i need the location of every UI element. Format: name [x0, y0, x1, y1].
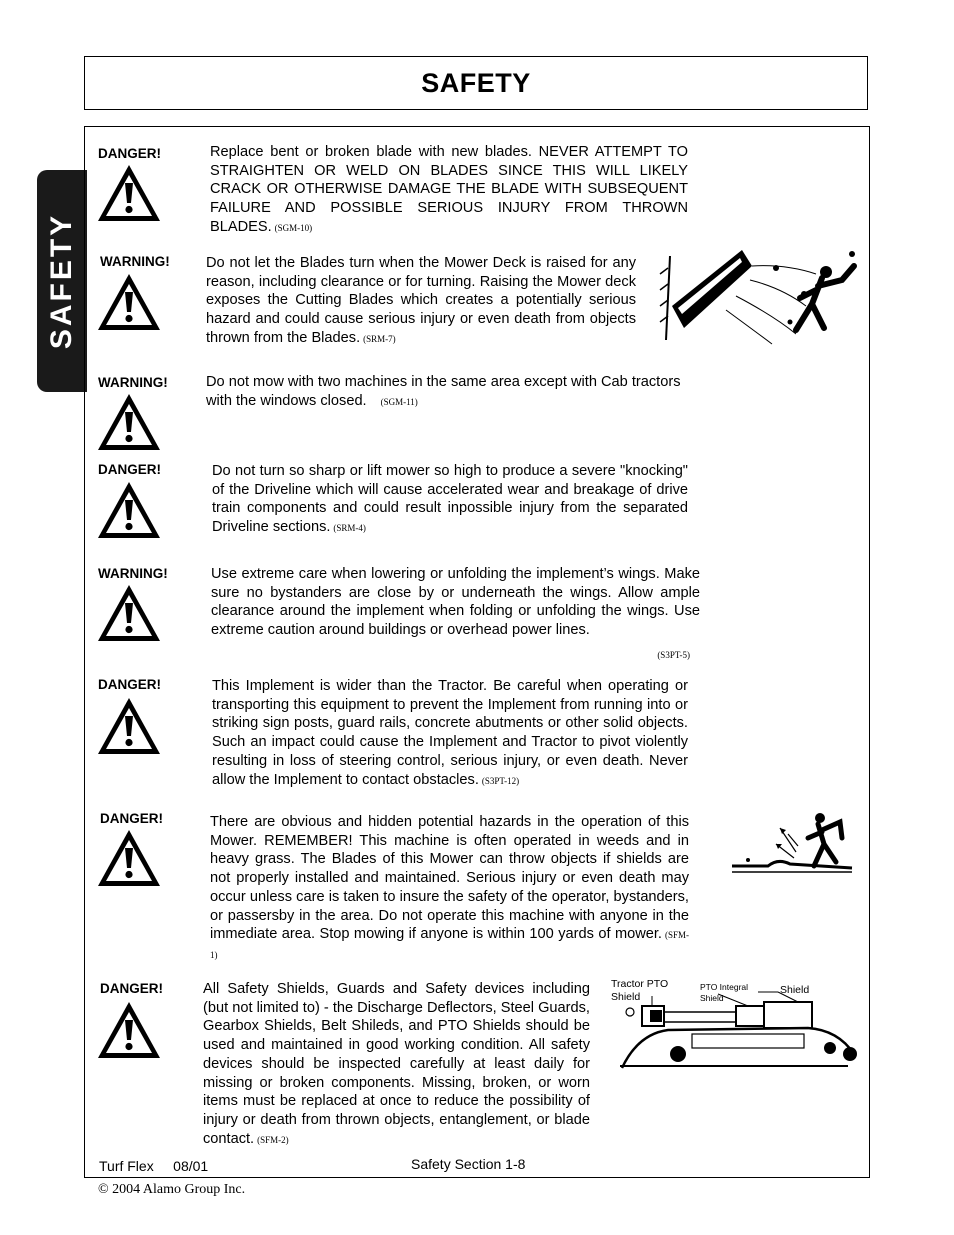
section-code: (SFM-1) — [210, 930, 689, 960]
danger-label: DANGER! — [100, 811, 163, 826]
warning-triangle-icon — [96, 392, 162, 452]
section-text — [212, 462, 688, 538]
danger-label: DANGER! — [98, 146, 161, 161]
section-text — [212, 677, 688, 790]
warning-triangle-icon — [96, 696, 162, 756]
pto-integral-shield-label: PTO Integral Shield — [700, 982, 749, 1003]
section-code: (SGM-11) — [380, 396, 418, 407]
section-body: Replace bent or broken blade with new blades. NEVER ATTEMPT TO STRAIGHTEN OR WELD ON BLADES SINCE THIS WILL LIKELY CRACK OR OTHERWISE DAMAGE THE BLADE WITH SUBSEQUENT FAILURE AND POSSIBLE SERIOUS INJURY FROM THROWN BLADES. — [210, 144, 688, 235]
tractor-pto-shield-label: Tractor PTO Shield — [611, 978, 669, 1003]
shield-diagram — [608, 974, 858, 1074]
shield-label: Shield — [780, 984, 810, 996]
section-body: Do not turn so sharp or lift mower so high to produce a severe "knocking" of the Driveline which will cause accelerated wear and breakage of drive train components and could result inpossible injury from the separated Driveline sections. — [212, 463, 688, 536]
raised-deck-thrown-objects-illustration — [656, 244, 860, 348]
section-code: (SGM-10) — [274, 222, 313, 233]
section-text — [206, 254, 636, 349]
warning-triangle-icon — [96, 1000, 162, 1060]
section-code: (SFM-2) — [257, 1134, 289, 1145]
footer-section: Safety Section 1-8 — [411, 1156, 526, 1172]
warning-triangle-icon — [96, 583, 162, 643]
section-code: (S3PT-5) — [657, 649, 690, 660]
warning-triangle-icon — [96, 480, 162, 540]
section-text — [206, 373, 704, 411]
section-text — [203, 980, 590, 1149]
warning-label: WARNING! — [98, 375, 168, 390]
warning-triangle-icon — [96, 828, 162, 888]
copyright: © 2004 Alamo Group Inc. — [98, 1182, 246, 1197]
section-body: Do not let the Blades turn when the Mower Deck is raised for any reason, including clearance or for turning. Raising the Mower deck exposes the Cutting Blades which creates a potentially serious hazard and could cause serious injury or even death from objects thrown from the Blades. — [206, 255, 636, 346]
danger-label: DANGER! — [98, 462, 161, 477]
warning-triangle-icon — [96, 272, 162, 332]
danger-label: DANGER! — [100, 981, 163, 996]
side-tab — [37, 170, 87, 392]
warning-label: WARNING! — [100, 254, 170, 269]
section-body: There are obvious and hidden potential hazards in the operation of this Mower. REMEMBER! This machine is often operated in weeds and in heavy grass. The Blades of this Mower can throw objects if shields are not properly installed and maintained. Serious injury or even death may occur unless care is taken to insure the safety of the operator, bystanders, or passersby in the area. Do not operate this machine with anyone in the immediate area. Stop mowing if anyone is within 100 yards of mower. — [210, 814, 689, 943]
warning-triangle-icon — [96, 163, 162, 223]
page-header — [84, 56, 868, 110]
danger-label: DANGER! — [98, 677, 161, 692]
side-tab-label: SAFETY — [45, 212, 78, 350]
section-body: This Implement is wider than the Tractor. Be careful when operating or transporting this equipment to prevent the Implement from running into or striking sign posts, guard rails, concrete abutments or other solid objects. Such an impact could cause the Implement and Tractor to pivot violently resulting in loss of steering control, serious injury, or even death. Never allow the Implement to contact obstacles. — [212, 678, 688, 788]
warning-label: WARNING! — [98, 566, 168, 581]
section-text — [210, 143, 688, 238]
section-text — [210, 813, 689, 965]
footer-product — [99, 1158, 208, 1174]
section-code: (SRM-7) — [363, 333, 396, 344]
section-code: (S3PT-12) — [481, 775, 520, 786]
footer-product-name: Turf Flex — [99, 1158, 154, 1174]
section-body: Use extreme care when lowering or unfolding the implement’s wings. Make sure no bystanders are close by or underneath the wings. Allow ample clearance around the implement when folding or unfolding the wings. Use extreme caution around buildings or overhead power lines. — [211, 566, 700, 639]
footer-date: 08/01 — [173, 1158, 209, 1174]
mower-thrown-objects-illustration — [728, 808, 856, 878]
page-title: SAFETY — [421, 67, 531, 98]
section-code: (SRM-4) — [333, 523, 366, 534]
section-text — [211, 565, 700, 665]
section-body: Do not mow with two machines in the same area except with Cab tractors with the windows closed. — [206, 374, 681, 409]
section-body: All Safety Shields, Guards and Safety devices including (but not limited to) - the Discharge Deflectors, Steel Guards, Gearbox Shields, Belt Shileds, and PTO Shields should be used and maintained in good working condition. All safety devices should be inspected carefully at least daily for missing or broken components. Missing, broken, or worn items must be replaced at once to reduce the possibility of injury or death from thrown objects, entanglement, or blade contact. — [203, 981, 590, 1147]
